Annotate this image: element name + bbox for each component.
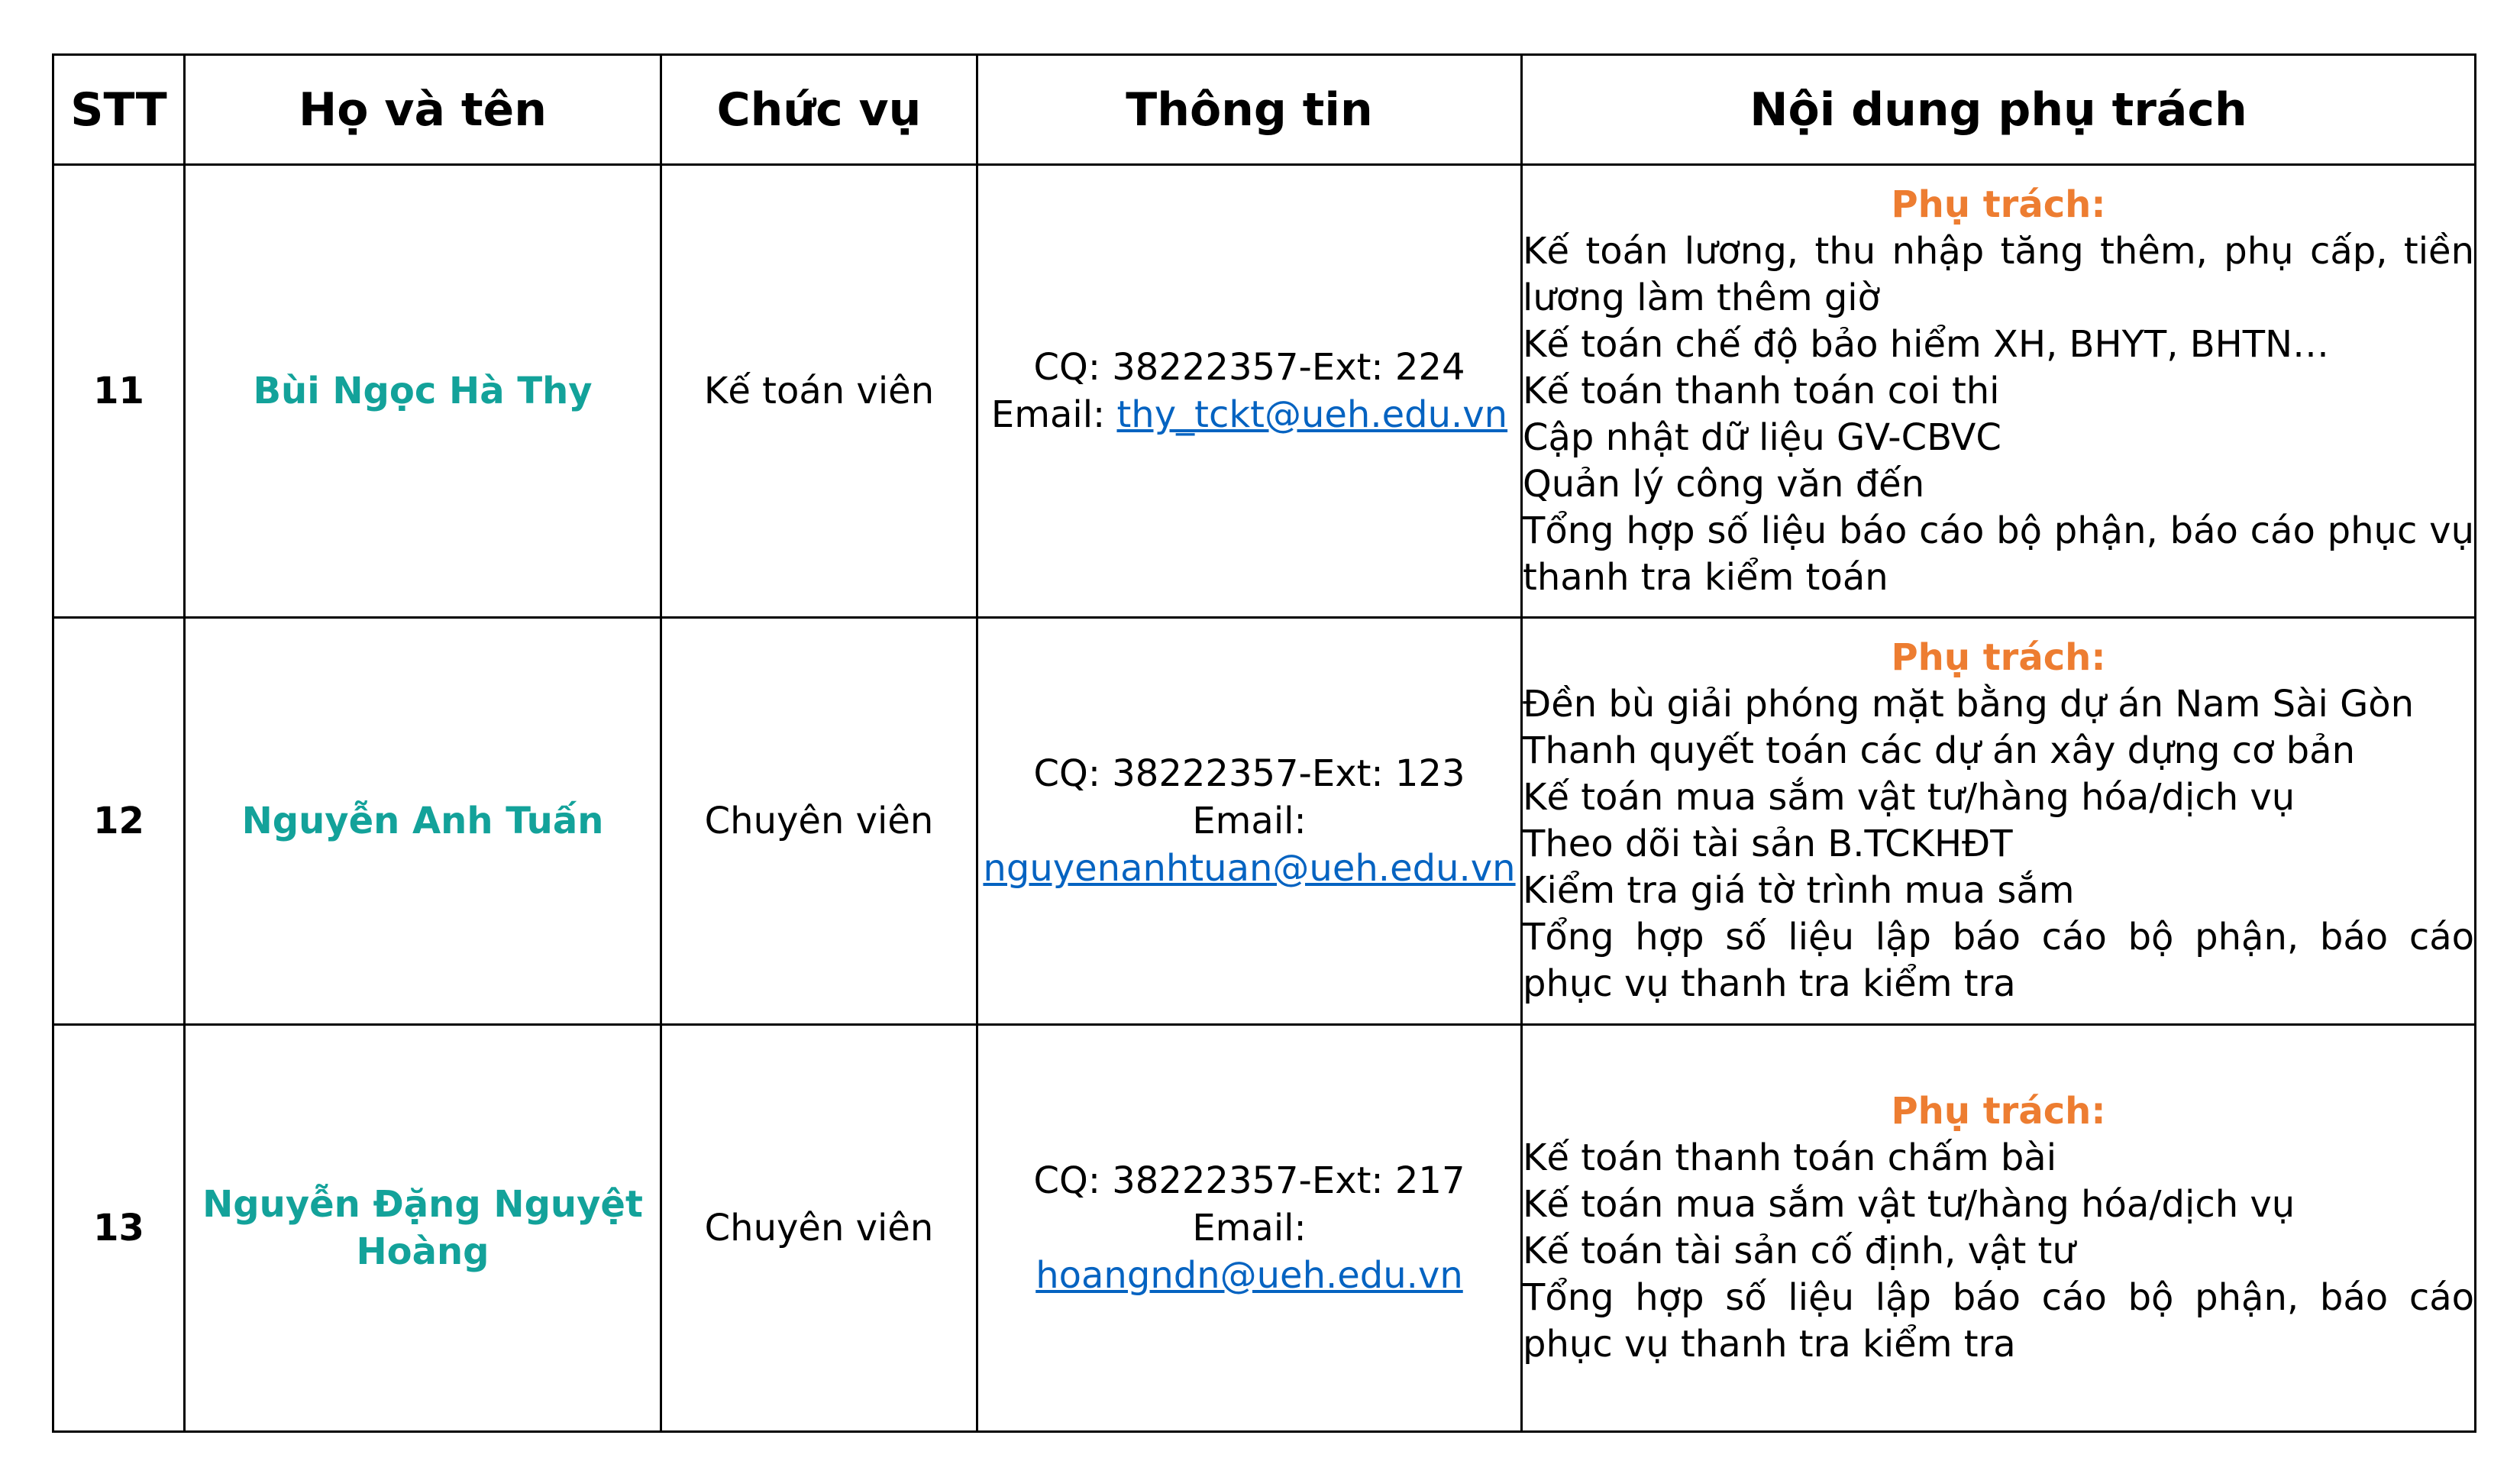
duty-list xyxy=(1523,1135,2474,1368)
duty-item: Kế toán mua sắm vật tư/hàng hóa/dịch vụ xyxy=(1523,776,2295,819)
email-link[interactable]: hoangndn@ueh.edu.vn xyxy=(1035,1254,1463,1297)
phone-text: CQ: 38222357-Ext: 217 xyxy=(1033,1159,1465,1202)
email-link[interactable]: nguyenanhtuan@ueh.edu.vn xyxy=(983,847,1516,890)
row-name: Bùi Ngọc Hà Thy xyxy=(185,165,661,618)
duty-item: Kế toán chế độ bảo hiểm XH, BHYT, BHTN… xyxy=(1523,322,2329,366)
table-header-row xyxy=(53,55,2476,165)
row-info xyxy=(977,1025,1522,1432)
duty-item: Tổng hợp số liệu báo cáo bộ phận, báo cáo phục vụ thanh tra kiểm toán xyxy=(1523,509,2474,599)
row-info xyxy=(977,618,1522,1025)
row-duties xyxy=(1522,618,2476,1025)
row-name: Nguyễn Anh Tuấn xyxy=(185,618,661,1025)
row-info xyxy=(977,165,1522,618)
header-name: Họ và tên xyxy=(185,55,661,165)
duty-item: Cập nhật dữ liệu GV-CBVC xyxy=(1523,415,2001,459)
duty-item: Kế toán lương, thu nhập tăng thêm, phụ cấp, tiền lương làm thêm giờ xyxy=(1523,229,2474,319)
row-duties xyxy=(1522,1025,2476,1432)
duty-item: Kế toán tài sản cố định, vật tư xyxy=(1523,1230,2076,1272)
duty-item: Kiểm tra giá tờ trình mua sắm xyxy=(1523,869,2075,912)
table-row xyxy=(53,165,2476,618)
row-duties xyxy=(1522,165,2476,618)
duty-item: Tổng hợp số liệu lập báo cáo bộ phận, báo cáo phục vụ thanh tra kiểm tra xyxy=(1523,916,2474,1005)
duty-list xyxy=(1523,681,2474,1007)
phone-text: CQ: 38222357-Ext: 123 xyxy=(1033,752,1465,795)
duty-item: Tổng hợp số liệu lập báo cáo bộ phận, báo cáo phục vụ thanh tra kiểm tra xyxy=(1523,1276,2474,1366)
duty-item: Thanh quyết toán các dự án xây dựng cơ bản xyxy=(1523,729,2355,772)
header-stt: STT xyxy=(53,55,185,165)
table-row xyxy=(53,618,2476,1025)
staff-table xyxy=(52,53,2476,1433)
duty-heading: Phụ trách: xyxy=(1891,183,2106,226)
row-position: Chuyên viên xyxy=(661,618,977,1025)
duty-item: Kế toán thanh toán coi thi xyxy=(1523,369,2000,412)
row-position: Kế toán viên xyxy=(661,165,977,618)
duty-heading: Phụ trách: xyxy=(1891,1090,2106,1133)
email-label: Email: xyxy=(990,393,1106,436)
row-stt: 13 xyxy=(53,1025,185,1432)
duty-heading: Phụ trách: xyxy=(1891,636,2106,679)
row-name: Nguyễn Đặng Nguyệt Hoàng xyxy=(185,1025,661,1432)
row-position: Chuyên viên xyxy=(661,1025,977,1432)
phone-text: CQ: 38222357-Ext: 224 xyxy=(1033,346,1465,389)
duty-item: Đền bù giải phóng mặt bằng dự án Nam Sài Gòn xyxy=(1523,683,2415,726)
header-position: Chức vụ xyxy=(661,55,977,165)
header-duties: Nội dung phụ trách xyxy=(1522,55,2476,165)
email-label: Email: xyxy=(1192,800,1307,842)
email-line xyxy=(978,391,1520,438)
duty-list xyxy=(1523,228,2474,601)
duty-item: Kế toán thanh toán chấm bài xyxy=(1523,1136,2057,1179)
header-info: Thông tin xyxy=(977,55,1522,165)
email-label: Email: xyxy=(1192,1207,1307,1249)
table-row xyxy=(53,1025,2476,1432)
row-stt: 12 xyxy=(53,618,185,1025)
row-stt: 11 xyxy=(53,165,185,618)
duty-item: Quản lý công văn đến xyxy=(1523,462,1925,506)
email-link[interactable]: thy_tckt@ueh.edu.vn xyxy=(1116,393,1508,436)
duty-item: Kế toán mua sắm vật tư/hàng hóa/dịch vụ xyxy=(1523,1183,2295,1226)
duty-item: Theo dõi tài sản B.TCKHĐT xyxy=(1523,823,2013,865)
